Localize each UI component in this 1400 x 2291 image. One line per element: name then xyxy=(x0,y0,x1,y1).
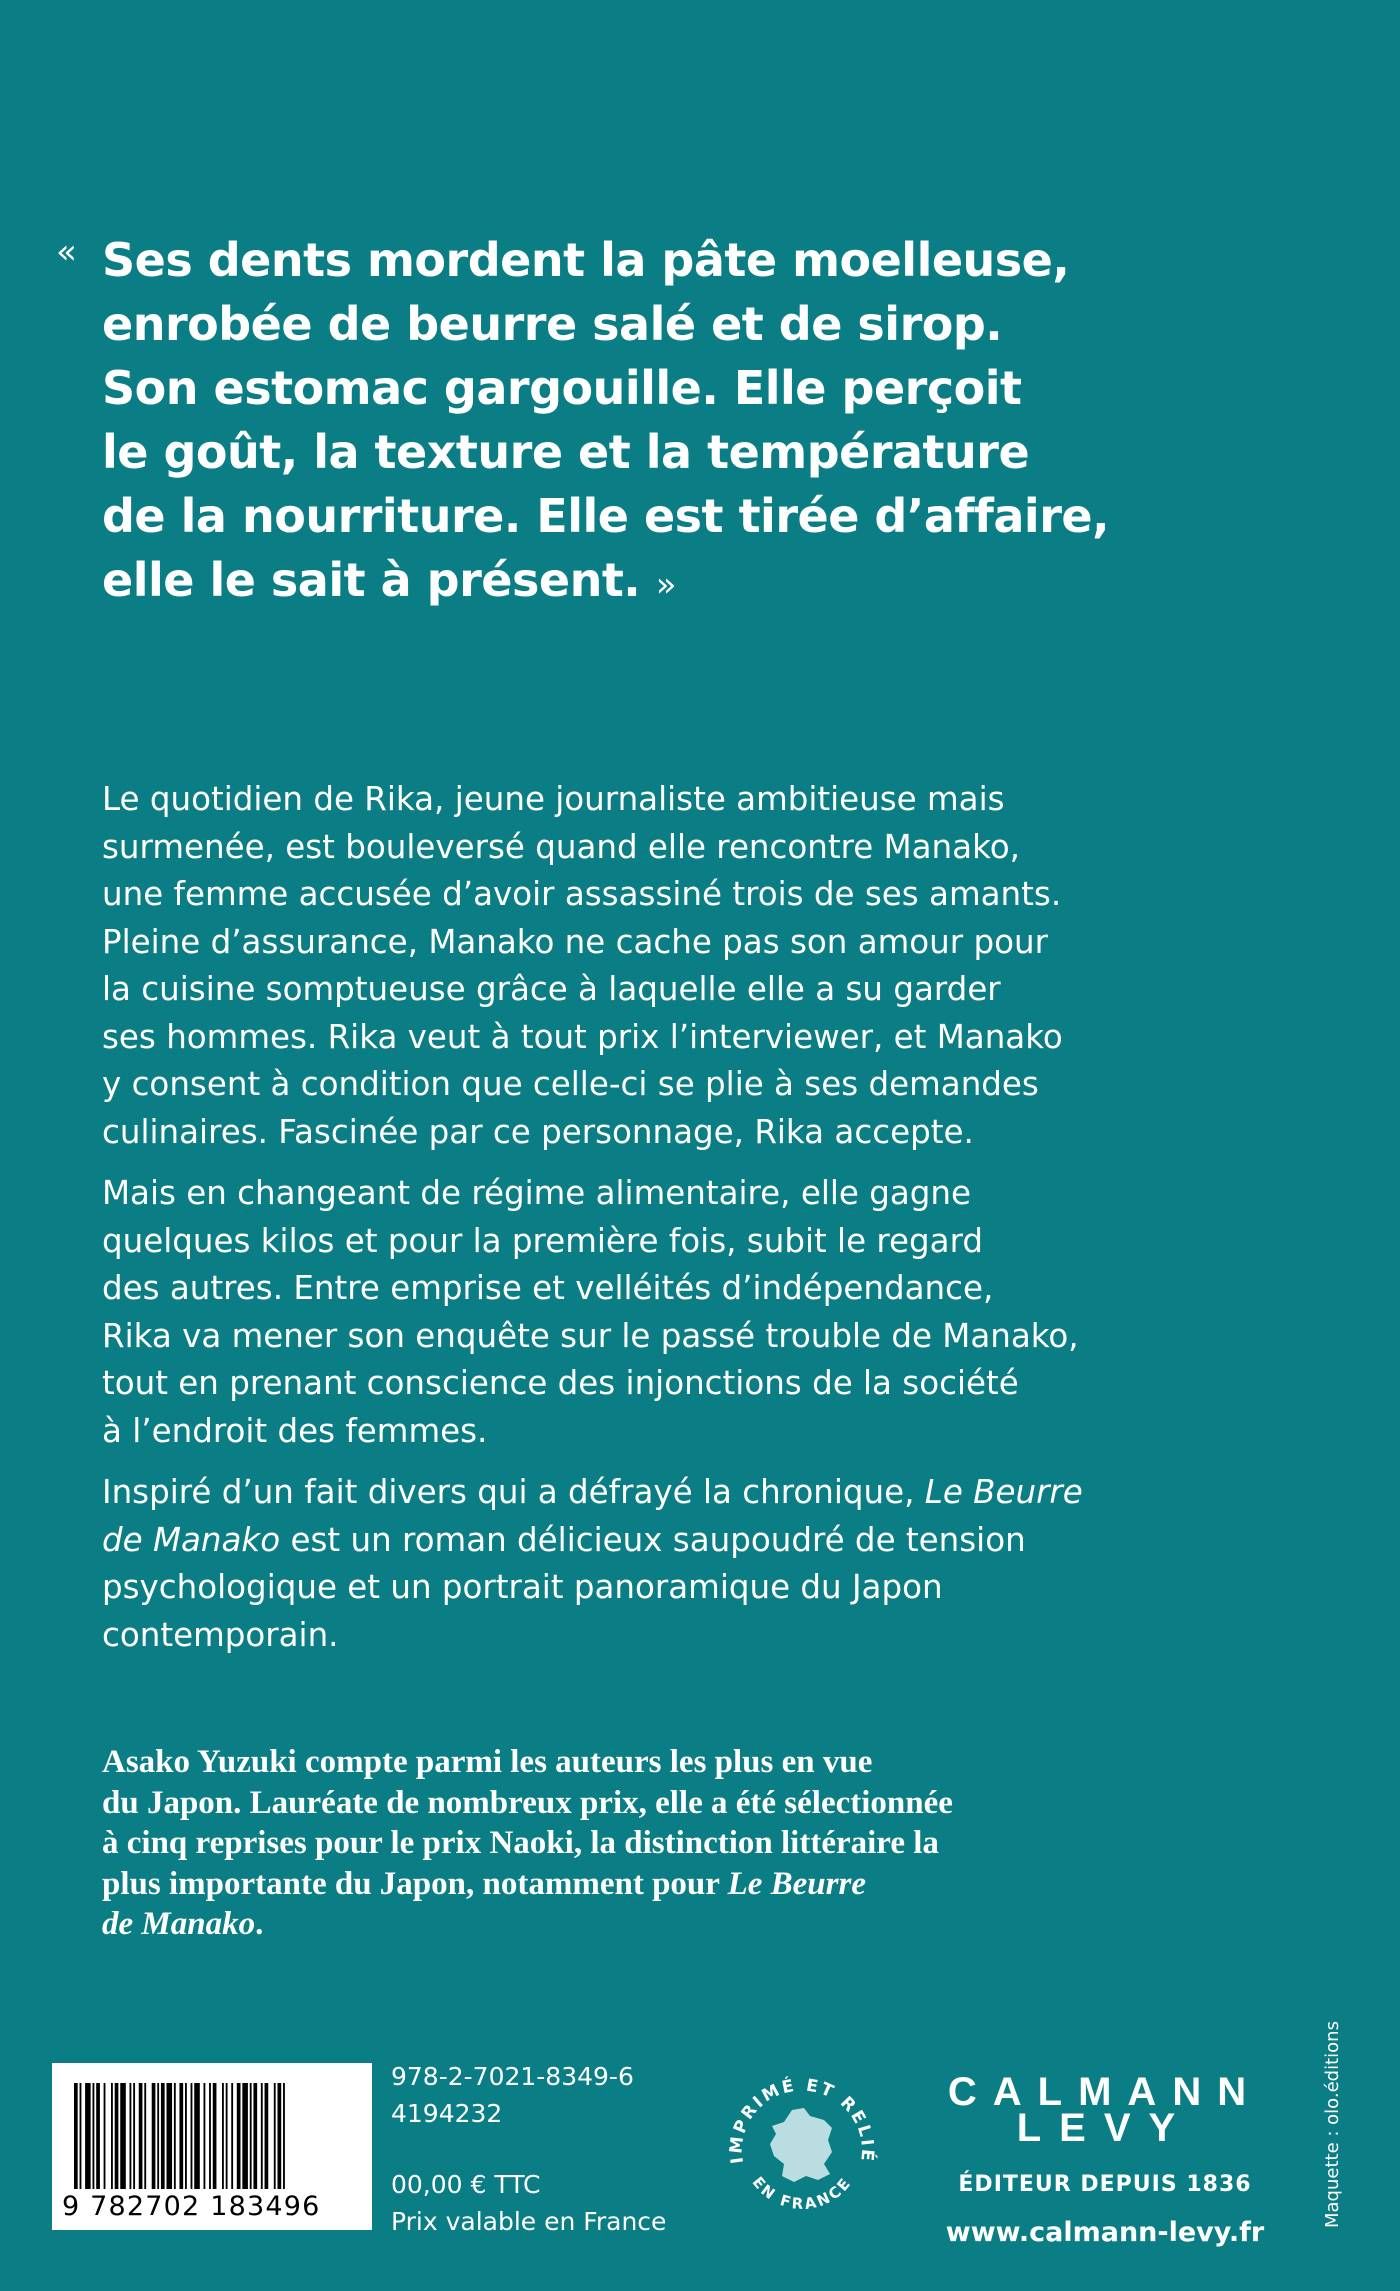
barcode-bar xyxy=(261,2083,263,2189)
quote-line: Son estomac gargouille. Elle perçoit xyxy=(102,361,1022,415)
summary-line: psychologique et un portrait panoramique du Japon xyxy=(102,1568,943,1606)
barcode-bar xyxy=(194,2083,200,2189)
publisher-block xyxy=(940,2070,1270,2248)
barcode-bar xyxy=(179,2083,183,2189)
quote-line: Ses dents mordent la pâte moelleuse, xyxy=(102,233,1070,287)
barcode-bar xyxy=(120,2083,126,2189)
barcode-bar xyxy=(265,2083,269,2189)
barcode-bar xyxy=(185,2083,187,2189)
author-line xyxy=(102,1864,1162,1905)
publisher-logo-line2: LEVY xyxy=(1016,2106,1194,2150)
book-title-italic: Le Beurre xyxy=(924,1473,1083,1511)
barcode-bar xyxy=(130,2083,132,2189)
barcode-bar xyxy=(161,2083,165,2189)
isbn-info xyxy=(391,2058,666,2240)
summary-line: ses hommes. Rika veut à tout prix l’interviewer, et Manako xyxy=(102,1017,1063,1056)
barcode-bar xyxy=(226,2083,228,2189)
author-line: Asako Yuzuki compte parmi les auteurs les plus en vue xyxy=(102,1744,873,1780)
summary-paragraph-3 xyxy=(102,1469,1162,1659)
publisher-since: ÉDITEUR DEPUIS 1836 xyxy=(958,2172,1252,2197)
barcode-bar xyxy=(213,2083,217,2189)
barcode-bar xyxy=(74,2083,78,2189)
summary-line: Le quotidien de Rika, jeune journaliste ambitieuse mais xyxy=(102,780,1005,818)
quote-open-mark: « xyxy=(56,232,77,272)
summary-line: une femme accusée d’avoir assassiné trois de ses amants. xyxy=(102,875,1062,913)
summary-line xyxy=(102,1469,1162,1517)
made-in-france-stamp xyxy=(722,2070,882,2230)
quote-line: enrobée de beurre salé et de sirop. xyxy=(102,297,1003,351)
author-text: . xyxy=(255,1906,264,1942)
isbn-number: 978-2-7021-8349-6 xyxy=(391,2062,634,2091)
barcode-digits: 9 782702 183496 xyxy=(62,2191,321,2222)
summary xyxy=(102,776,1162,1673)
author-bio xyxy=(102,1742,1162,1945)
barcode-bar xyxy=(152,2083,156,2189)
quote-line: le goût, la texture et la température xyxy=(102,425,1030,479)
summary-line: Rika va mener son enquête sur le passé trouble de Manako, xyxy=(102,1316,1079,1355)
author-text: plus importante du Japon, notamment pour xyxy=(102,1865,728,1902)
barcode-bar xyxy=(237,2083,241,2189)
barcode-bar xyxy=(274,2083,276,2189)
author-line xyxy=(102,1904,1162,1945)
barcode-bar xyxy=(253,2083,257,2189)
barcode-bar xyxy=(93,2083,95,2189)
price-note: Prix valable en France xyxy=(391,2207,667,2236)
publisher-website: www.calmann-levy.fr xyxy=(945,2217,1265,2248)
barcode-bar xyxy=(231,2083,233,2189)
barcode-bar xyxy=(167,2083,173,2189)
summary-paragraph-2 xyxy=(102,1170,1162,1455)
summary-line: y consent à condition que celle-ci se plie à ses demandes xyxy=(102,1065,1039,1103)
publisher-logo-line1: CALMANN xyxy=(947,2070,1263,2114)
barcode-bar xyxy=(85,2083,91,2189)
quote-line-last xyxy=(102,548,1102,617)
author-line: du Japon. Lauréate de nombreux prix, elle a été sélectionnée xyxy=(102,1784,953,1821)
barcode-bar xyxy=(242,2083,248,2189)
stamp-bottom-text: EN FRANCE xyxy=(748,2173,856,2214)
summary-line: quelques kilos et pour la première fois, subit le regard xyxy=(102,1221,984,1260)
barcode-bar xyxy=(191,2083,193,2189)
summary-line: à l’endroit des femmes. xyxy=(102,1411,488,1450)
price: 00,00 € TTC xyxy=(391,2170,541,2199)
summary-line: tout en prenant conscience des injonctions de la société xyxy=(102,1364,1019,1402)
barcode-bar xyxy=(174,2083,176,2189)
summary-line: culinaires. Fascinée par ce personnage, Rika accepte. xyxy=(102,1112,974,1151)
barcode-bar xyxy=(250,2083,252,2189)
barcode-bar xyxy=(144,2083,146,2189)
barcode-bar xyxy=(115,2083,119,2189)
summary-line: la cuisine somptueuse grâce à laquelle elle a su garder xyxy=(102,970,1001,1008)
barcode-bar xyxy=(157,2083,159,2189)
summary-paragraph-1 xyxy=(102,776,1162,1156)
barcode-bars xyxy=(70,2083,354,2189)
summary-text: Inspiré d’un fait divers qui a défrayé la chronique, xyxy=(102,1473,925,1511)
design-credit: Maquette : olo.éditions xyxy=(1322,2021,1343,2228)
summary-line xyxy=(102,1517,1162,1565)
book-title-italic: de Manako xyxy=(102,1906,256,1942)
barcode-bar xyxy=(222,2083,224,2189)
barcode-bar xyxy=(111,2083,113,2189)
quote-line: elle le sait à présent. xyxy=(102,553,641,607)
barcode-bar xyxy=(96,2083,100,2189)
quote-close-mark: » xyxy=(655,565,677,605)
summary-line: Pleine d’assurance, Manako ne cache pas son amour pour xyxy=(102,922,1048,961)
barcode-bar xyxy=(104,2083,106,2189)
barcode-bar xyxy=(139,2083,143,2189)
barcode-bar xyxy=(80,2083,82,2189)
barcode-bar xyxy=(204,2083,206,2189)
summary-line: contemporain. xyxy=(102,1615,339,1654)
barcode-bar xyxy=(283,2083,285,2189)
book-title-italic: Le Beurre xyxy=(727,1865,866,1902)
product-code: 4194232 xyxy=(391,2099,503,2128)
summary-text: est un roman délicieux saupoudré de tension xyxy=(280,1520,1026,1559)
summary-line: des autres. Entre emprise et velléités d’indépendance, xyxy=(102,1269,994,1307)
pull-quote xyxy=(102,228,1110,617)
barcode-bar xyxy=(278,2083,282,2189)
quote-line: de la nourriture. Elle est tirée d’affaire, xyxy=(102,489,1110,543)
stamp-top-text: IMPRIMÉ ET RELIÉ xyxy=(726,2075,878,2165)
barcode xyxy=(52,2063,372,2230)
author-line: à cinq reprises pour le prix Naoki, la distinction littéraire la xyxy=(102,1825,939,1861)
barcode-bar xyxy=(133,2083,135,2189)
summary-line: Mais en changeant de régime alimentaire, elle gagne xyxy=(102,1174,971,1212)
france-map-icon xyxy=(770,2108,832,2182)
barcode-bar xyxy=(209,2083,211,2189)
summary-line: surmenée, est bouleversé quand elle rencontre Manako, xyxy=(102,827,1020,866)
book-title-italic: de Manako xyxy=(102,1520,281,1559)
